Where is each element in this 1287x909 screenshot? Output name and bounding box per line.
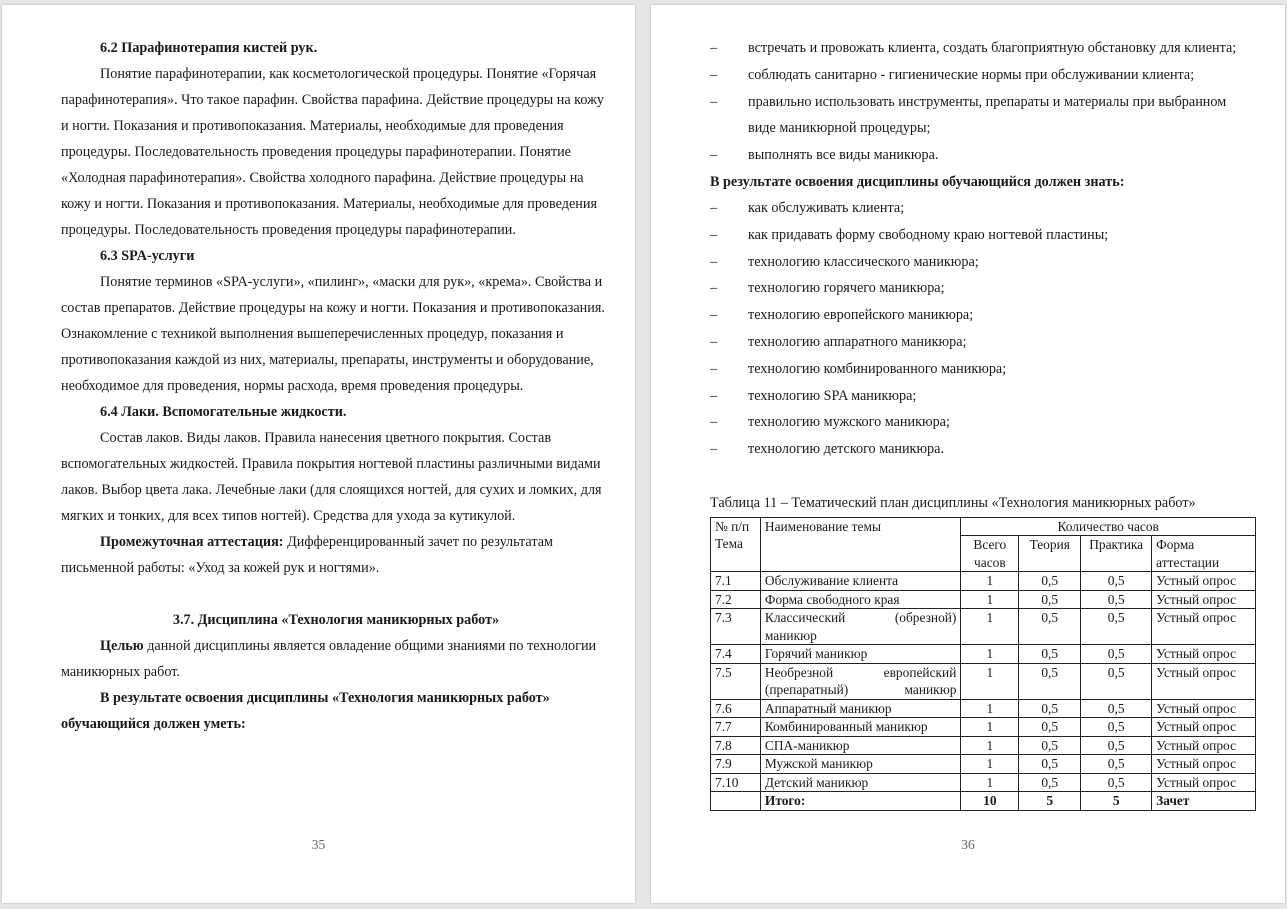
row-assessment-form: Устный опрос — [1152, 755, 1256, 774]
total-label: Итого: — [760, 792, 960, 811]
row-theory-hours: 0,5 — [1019, 773, 1081, 792]
row-assessment-form: Устный опрос — [1152, 773, 1256, 792]
row-assessment-form: Устный опрос — [1152, 663, 1256, 699]
row-theory-hours: 0,5 — [1019, 755, 1081, 774]
row-total-hours: 1 — [961, 663, 1019, 699]
row-theory-hours: 0,5 — [1019, 572, 1081, 591]
row-topic-name: Форма свободного края — [760, 590, 960, 609]
page-number: 35 — [311, 837, 326, 852]
table-row — [711, 755, 1256, 774]
row-topic-name: Обслуживание клиента — [760, 572, 960, 591]
know-heading: В результате освоения дисциплины обучающийся должен знать: — [710, 173, 1125, 190]
row-topic-name: СПА-маникюр — [760, 736, 960, 755]
row-total-hours: 1 — [961, 645, 1019, 664]
row-total-hours: 1 — [961, 718, 1019, 737]
list-item: – выполнять все виды маникюра. — [710, 142, 1256, 169]
row-topic-name: Необрезной европейский (препаратный) маникюр — [760, 663, 960, 699]
list-item: – технологию аппаратного маникюра; — [710, 329, 1256, 356]
row-total-hours: 1 — [961, 572, 1019, 591]
list-item: – технологию классического маникюра; — [710, 249, 1256, 276]
spacer — [61, 581, 611, 607]
row-number: 7.1 — [711, 572, 761, 591]
section-6-4-text: Состав лаков. Виды лаков. Правила нанесения цветного покрытия. Состав вспомогательных жидкостей. Правила покрытия ногтевой пластины различными видами лаков. Выбор цвета лака. Лечебные лаки (для слоящихся ногтей, для сухих и ломких, для мягких и тонких, для всех типов ногтей). Средства для ухода за кутикулой. — [61, 430, 602, 524]
page-number: 36 — [961, 837, 975, 852]
section-3-7-heading: 3.7. Дисциплина «Технология маникюрных работ» — [172, 612, 500, 628]
able-list — [710, 35, 1256, 169]
row-assessment-form: Устный опрос — [1152, 590, 1256, 609]
total-practice: 5 — [1081, 792, 1152, 811]
table-row — [711, 663, 1256, 699]
header-topic-name: Наименование темы — [760, 517, 960, 572]
row-topic-name: Мужской маникюр — [760, 755, 960, 774]
row-total-hours: 1 — [961, 590, 1019, 609]
page-text-column — [710, 35, 1256, 811]
goal-label: Целью — [100, 638, 144, 654]
list-item: – технологию мужского маникюра; — [710, 409, 1256, 436]
row-number: 7.10 — [711, 773, 761, 792]
total-cell-empty — [711, 792, 761, 811]
goal-paragraph — [61, 633, 611, 685]
list-item: – как обслуживать клиента; — [710, 195, 1256, 222]
table-row — [711, 590, 1256, 609]
row-practice-hours: 0,5 — [1081, 755, 1152, 774]
row-assessment-form: Устный опрос — [1152, 718, 1256, 737]
list-item: – встречать и провожать клиента, создать благоприятную обстановку для клиента; — [710, 35, 1256, 62]
list-item: – технологию горячего маникюра; — [710, 275, 1256, 302]
document-page-36 — [651, 5, 1285, 903]
list-item: – соблюдать санитарно - гигиенические нормы при обслуживании клиента; — [710, 62, 1256, 89]
row-number: 7.6 — [711, 699, 761, 718]
row-total-hours: 1 — [961, 609, 1019, 645]
row-number: 7.5 — [711, 663, 761, 699]
row-topic-name: Аппаратный маникюр — [760, 699, 960, 718]
thematic-plan-table — [710, 517, 1256, 811]
row-assessment-form: Устный опрос — [1152, 609, 1256, 645]
interim-assessment-text: Дифференцированный зачет по результатам письменной работы: «Уход за кожей рук и ногтями». — [61, 534, 554, 576]
document-page-35 — [2, 5, 635, 903]
table-row — [711, 699, 1256, 718]
table-row — [711, 736, 1256, 755]
row-total-hours: 1 — [961, 699, 1019, 718]
list-item: – технологию европейского маникюра; — [710, 302, 1256, 329]
table-body — [711, 572, 1256, 792]
table-total-row — [711, 792, 1256, 811]
total-form: Зачет — [1152, 792, 1256, 811]
able-heading: В результате освоения дисциплины «Технология маникюрных работ» обучающийся должен уметь: — [61, 690, 550, 732]
table-row — [711, 572, 1256, 591]
header-theory: Теория — [1019, 536, 1081, 572]
row-practice-hours: 0,5 — [1081, 609, 1152, 645]
table-row — [711, 718, 1256, 737]
row-theory-hours: 0,5 — [1019, 590, 1081, 609]
row-assessment-form: Устный опрос — [1152, 736, 1256, 755]
section-6-3-heading: 6.3 SPA-услуги — [100, 248, 195, 264]
section-6-2-text: Понятие парафинотерапии, как косметологической процедуры. Понятие «Горячая парафинотерапия». Что такое парафин. Свойства парафина. Действие процедуры на кожу и ногти. Показания и противопоказания. Материалы, необходимые для проведения процедуры. Последовательность проведения процедуры парафинотерапии. Понятие «Холодная парафинотерапия». Свойства холодного парафина. Действие процедуры на кожу и ногти. Показания и противопоказания. Материалы, необходимые для проведения процедуры. Последовательность проведения процедуры парафинотерапии. — [61, 66, 604, 238]
row-total-hours: 1 — [961, 736, 1019, 755]
row-number: 7.7 — [711, 718, 761, 737]
section-6-2-heading: 6.2 Парафинотерапия кистей рук. — [100, 40, 318, 56]
row-number: 7.3 — [711, 609, 761, 645]
goal-text: данной дисциплины является овладение общими знаниями по технологии маникюрных работ. — [61, 638, 597, 680]
list-item: – технологию SPA маникюра; — [710, 383, 1256, 410]
row-total-hours: 1 — [961, 773, 1019, 792]
header-practice: Практика — [1081, 536, 1152, 572]
section-6-4-heading: 6.4 Лаки. Вспомогательные жидкости. — [100, 404, 347, 420]
row-number: 7.8 — [711, 736, 761, 755]
table-row — [711, 773, 1256, 792]
row-practice-hours: 0,5 — [1081, 663, 1152, 699]
interim-assessment-label: Промежуточная аттестация: — [100, 534, 284, 550]
table-row — [711, 645, 1256, 664]
row-assessment-form: Устный опрос — [1152, 699, 1256, 718]
know-list — [710, 195, 1256, 463]
row-theory-hours: 0,5 — [1019, 609, 1081, 645]
row-theory-hours: 0,5 — [1019, 645, 1081, 664]
section-6-3-text: Понятие терминов «SPA-услуги», «пилинг», «маски для рук», «крема». Свойства и состав препаратов. Действие процедуры на кожу и ногти. Показания и противопоказания. Ознакомление с техникой выполнения вышеперечисленных процедур, показания и противопоказания каждой из них, материалы, препараты, инструменты и оборудование, необходимое для проведения, нормы расхода, время проведения процедуры. — [61, 274, 605, 394]
list-item: – как придавать форму свободному краю ногтевой пластины; — [710, 222, 1256, 249]
row-number: 7.4 — [711, 645, 761, 664]
row-theory-hours: 0,5 — [1019, 699, 1081, 718]
row-practice-hours: 0,5 — [1081, 736, 1152, 755]
row-number: 7.9 — [711, 755, 761, 774]
row-assessment-form: Устный опрос — [1152, 645, 1256, 664]
row-topic-name: Детский маникюр — [760, 773, 960, 792]
row-practice-hours: 0,5 — [1081, 718, 1152, 737]
row-theory-hours: 0,5 — [1019, 663, 1081, 699]
row-practice-hours: 0,5 — [1081, 645, 1152, 664]
row-topic-name: Горячий маникюр — [760, 645, 960, 664]
total-hours: 10 — [961, 792, 1019, 811]
row-topic-name: Классический (обрезной) маникюр — [760, 609, 960, 645]
header-hours: Количество часов — [961, 517, 1256, 536]
header-total: Всего часов — [961, 536, 1019, 572]
row-topic-name: Комбинированный маникюр — [760, 718, 960, 737]
row-practice-hours: 0,5 — [1081, 590, 1152, 609]
row-practice-hours: 0,5 — [1081, 699, 1152, 718]
row-practice-hours: 0,5 — [1081, 773, 1152, 792]
row-number: 7.2 — [711, 590, 761, 609]
row-assessment-form: Устный опрос — [1152, 572, 1256, 591]
total-theory: 5 — [1019, 792, 1081, 811]
interim-assessment-paragraph — [61, 529, 611, 581]
page-text-column — [61, 35, 611, 737]
table-header-row — [711, 517, 1256, 536]
row-practice-hours: 0,5 — [1081, 572, 1152, 591]
row-theory-hours: 0,5 — [1019, 718, 1081, 737]
header-form: Форма аттестации — [1152, 536, 1256, 572]
table-caption: Таблица 11 – Тематический план дисциплины «Технология маникюрных работ» — [710, 494, 1196, 511]
row-theory-hours: 0,5 — [1019, 736, 1081, 755]
table-row — [711, 609, 1256, 645]
list-item: – технологию комбинированного маникюра; — [710, 356, 1256, 383]
list-item: – технологию детского маникюра. — [710, 436, 1256, 463]
row-total-hours: 1 — [961, 755, 1019, 774]
header-number: № п/п Тема — [711, 517, 761, 572]
list-item: – правильно использовать инструменты, препараты и материалы при выбранном виде маникюрной процедуры; — [710, 89, 1256, 143]
